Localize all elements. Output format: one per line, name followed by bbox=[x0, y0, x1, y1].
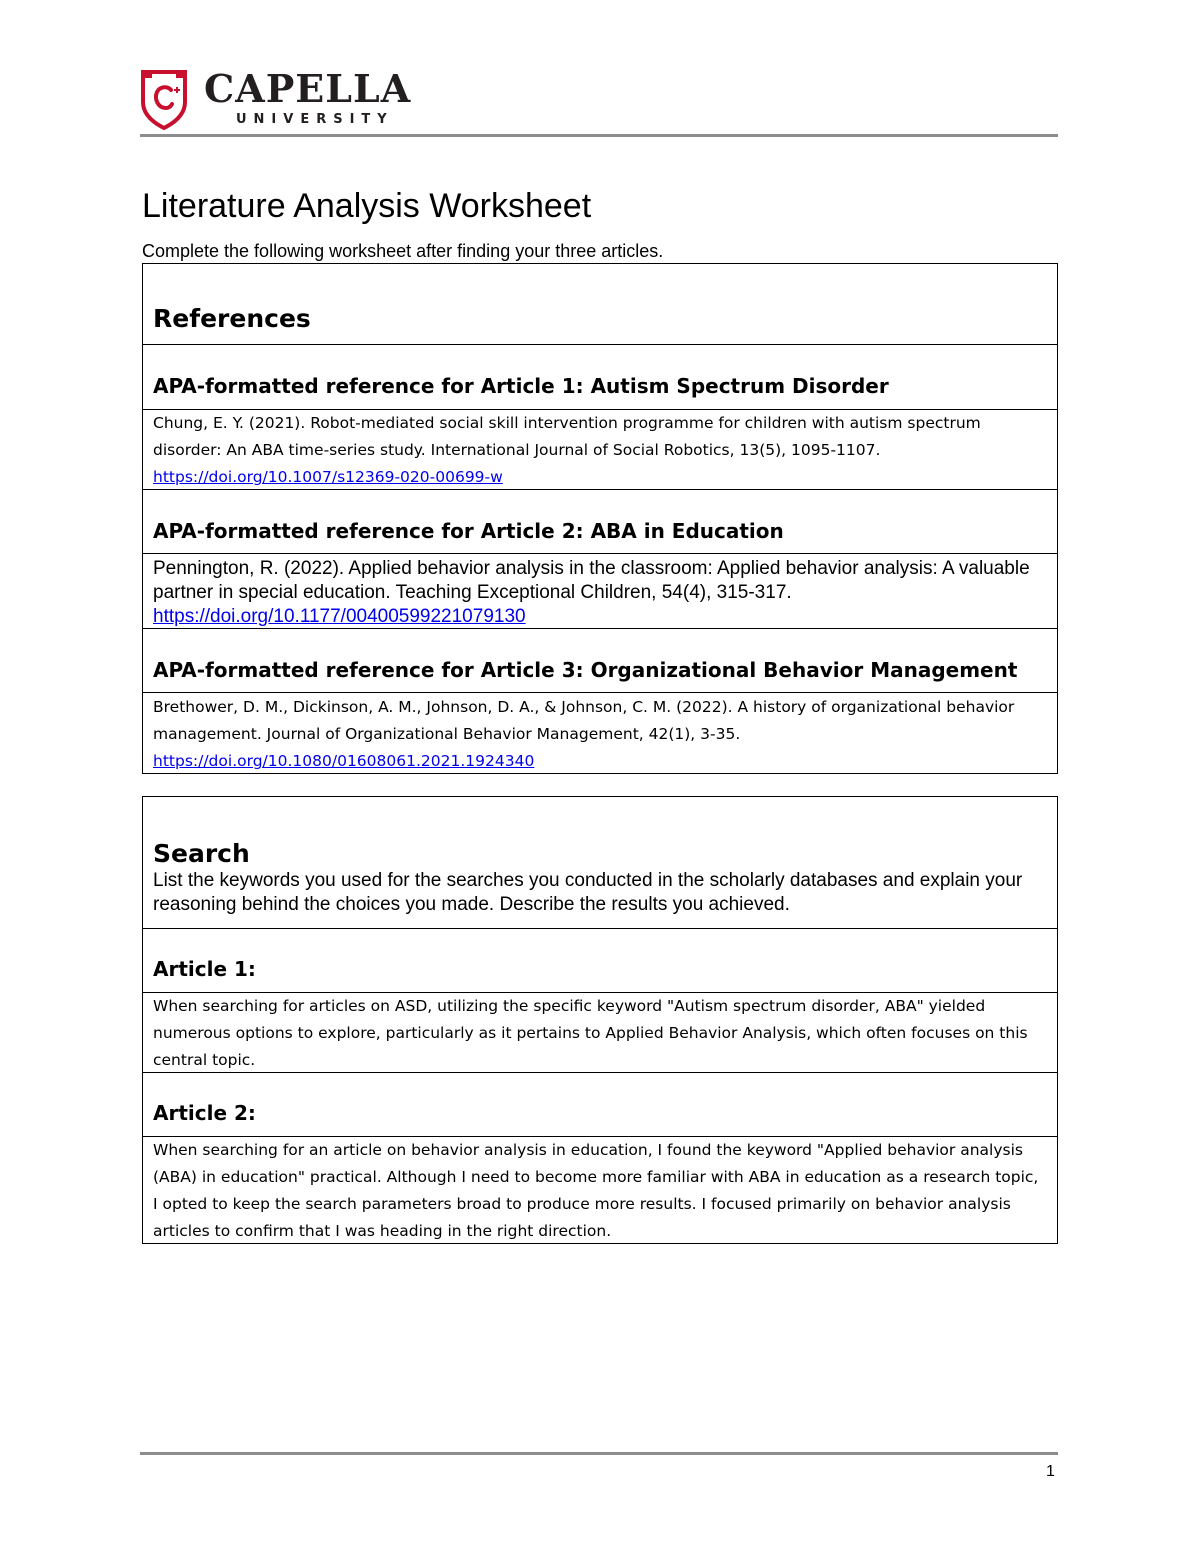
search-article-1-text-cell bbox=[143, 993, 1057, 1073]
article-3-citation: Brethower, D. M., Dickinson, A. M., Johnson, D. A., & Johnson, C. M. (2022). A history of organizational behavior management. Journal of Organizational Behavior Management, 42(1), 3-35. bbox=[153, 698, 1015, 743]
search-article-2-text: When searching for an article on behavior analysis in education, I found the keyword "Applied behavior analysis (ABA) in education" practical. Although I need to become more familiar with ABA in education as a research topic, I opted to keep the search parameters broad to produce more results. I focused primarily on behavior analysis articles to confirm that I was heading in the right direction. bbox=[153, 1141, 1039, 1240]
search-article-2-label: Article 2: bbox=[153, 1101, 256, 1125]
article-3-label-cell bbox=[143, 629, 1057, 693]
intro-text: Complete the following worksheet after finding your three articles. bbox=[142, 241, 664, 261]
search-heading-cell bbox=[143, 797, 1057, 929]
article-2-reference-label: APA-formatted reference for Article 2: ABA in Education bbox=[153, 519, 784, 543]
search-heading: Search bbox=[153, 839, 250, 868]
search-article-1-label-cell bbox=[143, 929, 1057, 993]
article-2-citation: Pennington, R. (2022). Applied behavior analysis in the classroom: Applied behavior analysis: A valuable partner in special education. Teaching Exceptional Children, 54(4), 315-317. bbox=[153, 558, 1030, 603]
article-3-citation-cell bbox=[143, 693, 1057, 773]
search-instructions: List the keywords you used for the searches you conducted in the scholarly databases and explain your reasoning behind the choices you made. Describe the results you achieved. bbox=[153, 870, 1023, 915]
article-1-doi-link[interactable]: https://doi.org/10.1007/s12369-020-00699-w bbox=[153, 468, 503, 486]
article-3-reference-label: APA-formatted reference for Article 3: Organizational Behavior Management bbox=[153, 658, 1018, 682]
article-2-doi-link[interactable]: https://doi.org/10.1177/00400599221079130 bbox=[153, 606, 526, 627]
search-article-2-text-cell bbox=[143, 1137, 1057, 1243]
article-2-label-cell bbox=[143, 490, 1057, 554]
page-number: 1 bbox=[1046, 1463, 1055, 1480]
capella-logo bbox=[140, 68, 430, 132]
references-heading-cell bbox=[143, 264, 1057, 345]
references-table bbox=[142, 263, 1058, 774]
article-1-reference-label: APA-formatted reference for Article 1: Autism Spectrum Disorder bbox=[153, 374, 889, 398]
shield-icon bbox=[140, 68, 188, 130]
footer-divider bbox=[140, 1452, 1058, 1455]
logo-subtitle: UNIVERSITY bbox=[236, 112, 394, 127]
search-table bbox=[142, 796, 1058, 1244]
page-title: Literature Analysis Worksheet bbox=[142, 187, 592, 225]
article-3-doi-link[interactable]: https://doi.org/10.1080/01608061.2021.1924340 bbox=[153, 752, 535, 770]
logo-wordmark: CAPELLA bbox=[204, 66, 412, 111]
article-1-citation-cell bbox=[143, 410, 1057, 490]
header-divider bbox=[140, 134, 1058, 137]
references-heading: References bbox=[153, 304, 311, 333]
article-2-citation-cell bbox=[143, 554, 1057, 629]
search-article-1-text: When searching for articles on ASD, utilizing the specific keyword "Autism spectrum disorder, ABA" yielded numerous options to explore, particularly as it pertains to Applied Behavior Analysis, which often focuses on this central topic. bbox=[153, 997, 1028, 1069]
article-1-label-cell bbox=[143, 345, 1057, 410]
search-article-2-label-cell bbox=[143, 1073, 1057, 1137]
article-1-citation: Chung, E. Y. (2021). Robot-mediated social skill intervention programme for children with autism spectrum disorder: An ABA time-series study. International Journal of Social Robotics, 13(5), 1095-1107. bbox=[153, 414, 981, 459]
search-article-1-label: Article 1: bbox=[153, 957, 256, 981]
